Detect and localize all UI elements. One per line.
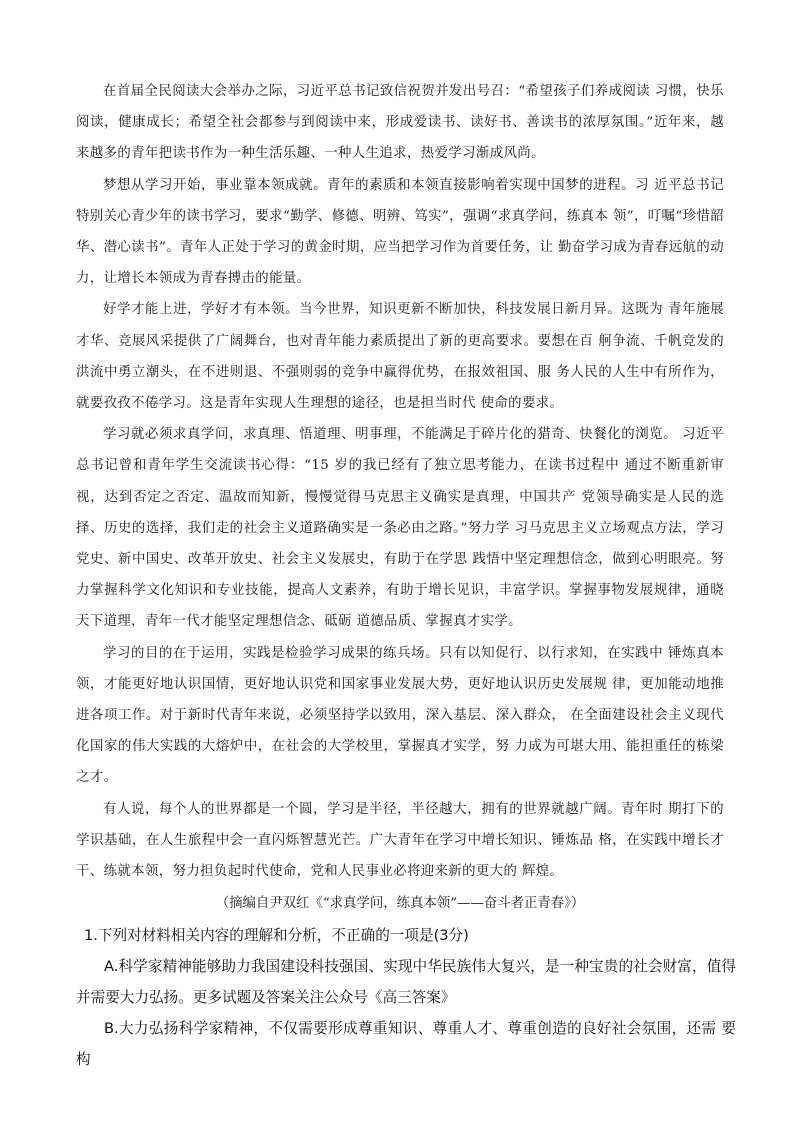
question-1-option-a: A.科学家精神能够助力我国建设科技强国、实现中华民族伟大复兴，是一种宝贵的社会财富，值得并需要大力弘扬。更多试题及答案关注公众号《高三答案》 — [76, 958, 736, 1006]
passage-paragraph-3: 好学才能上进，学好才有本领。当今世界，知识更新不断加快，科技发展日新月异。这既为 青年施展才华、竞展风采提供了广阔舞台，也对青年能力素质提出了新的更高要求。要想在百 舸争流、千帆竞发的洪流中勇立潮头，在不进则退、不强则弱的竞争中赢得优势，在报效祖国、服 务人民的人生中有所作为，就要孜孜不倦学习。这是青年实现人生理想的途径，也是担当时代 使命的要求。 — [76, 302, 724, 412]
passage-paragraph-1: 在首届全民阅读大会举办之际，习近平总书记致信祝贺并发出号召：“希望孩子们养成阅读 习惯，快乐阅读，健康成长；希望全社会都参与到阅读中来，形成爱读书、读好书、善读书的浓厚氛围。”近年来，越来越多的青年把读书作为一种生活乐趣、一种人生追求，热爱学习渐成风尚。 — [76, 84, 724, 162]
passage-paragraph-6: 有人说，每个人的世界都是一个圆，学习是半径，半径越大，拥有的世界就越广阔。青年时 期打下的学识基础，在人生旅程中会一直闪烁智慧光芒。广大青年在学习中增长知识、锤炼品 格，在实践中增长才干、练就本领，努力担负起时代使命，党和人民事业必将迎来新的更大的 辉煌。 — [76, 801, 724, 880]
question-block — [76, 920, 736, 1075]
reading-passage — [76, 76, 724, 887]
passage-paragraph-2: 梦想从学习开始，事业靠本领成就。青年的素质和本领直接影响着实现中国梦的进程。习 近平总书记特别关心青少年的读书学习，要求“勤学、修德、明辨、笃实”，强调“求真学问，练真本 领”，叮嘱“珍惜韶华、潜心读书”。青年人正处于学习的黄金时期，应当把学习作为首要任务，让 勤奋学习成为青春远航的动力，让增长本领成为青春搏击的能量。 — [76, 177, 724, 287]
passage-paragraph-4: 学习就必须求真学问，求真理、悟道理、明事理，不能满足于碎片化的猎奇、快餐化的浏览。 习近平总书记曾和青年学生交流读书心得：“15 岁的我已经有了独立思考能力，在读书过程中 通过不断重新审视，达到否定之否定、温故而知新，慢慢觉得马克思主义确实是真理，中国共产 党领导确实是人民的选择、历史的选择，我们走的社会主义道路确实是一条必由之路。”努力学 习马克思主义立场观点方法，学习党史、新中国史、改革开放史、社会主义发展史，有助于在学思 践悟中坚定理想信念，做到心明眼亮。努力掌握科学文化知识和专业技能，提高人文素养，有助于增长见识，丰富学识。掌握事物发展规律，通晓天下道理，青年一代才能坚定理想信念、砥砺 道德品质、掌握真才实学。 — [76, 427, 724, 630]
question-1-stem: 1.下列对材料相关内容的理解和分析，不正确的一项是(3分) — [84, 927, 469, 944]
passage-paragraph-5: 学习的目的在于运用，实践是检验学习成果的练兵场。只有以知促行、以行求知，在实践中 锤炼真本领，才能更好地认识国情，更好地认识党和国家事业发展大势，更好地认识历史发展规 律，更加能动地推进各项工作。对于新时代青年来说，必须坚持学以致用，深入基层、深入群众， 在全面建设社会主义现代化国家的伟大实践的大熔炉中，在社会的大学校里，掌握真才实学，努 力成为可堪大用、能担重任的栋梁之才。 — [76, 645, 724, 786]
question-1-option-b: B.大力弘扬科学家精神，不仅需要形成尊重知识、尊重人才、尊重创造的良好社会氛围，还需 要构 — [76, 1020, 736, 1068]
passage-source-citation: （摘编自尹双红《“求真学问，练真本领”——奋斗者正青春》） — [215, 896, 585, 911]
